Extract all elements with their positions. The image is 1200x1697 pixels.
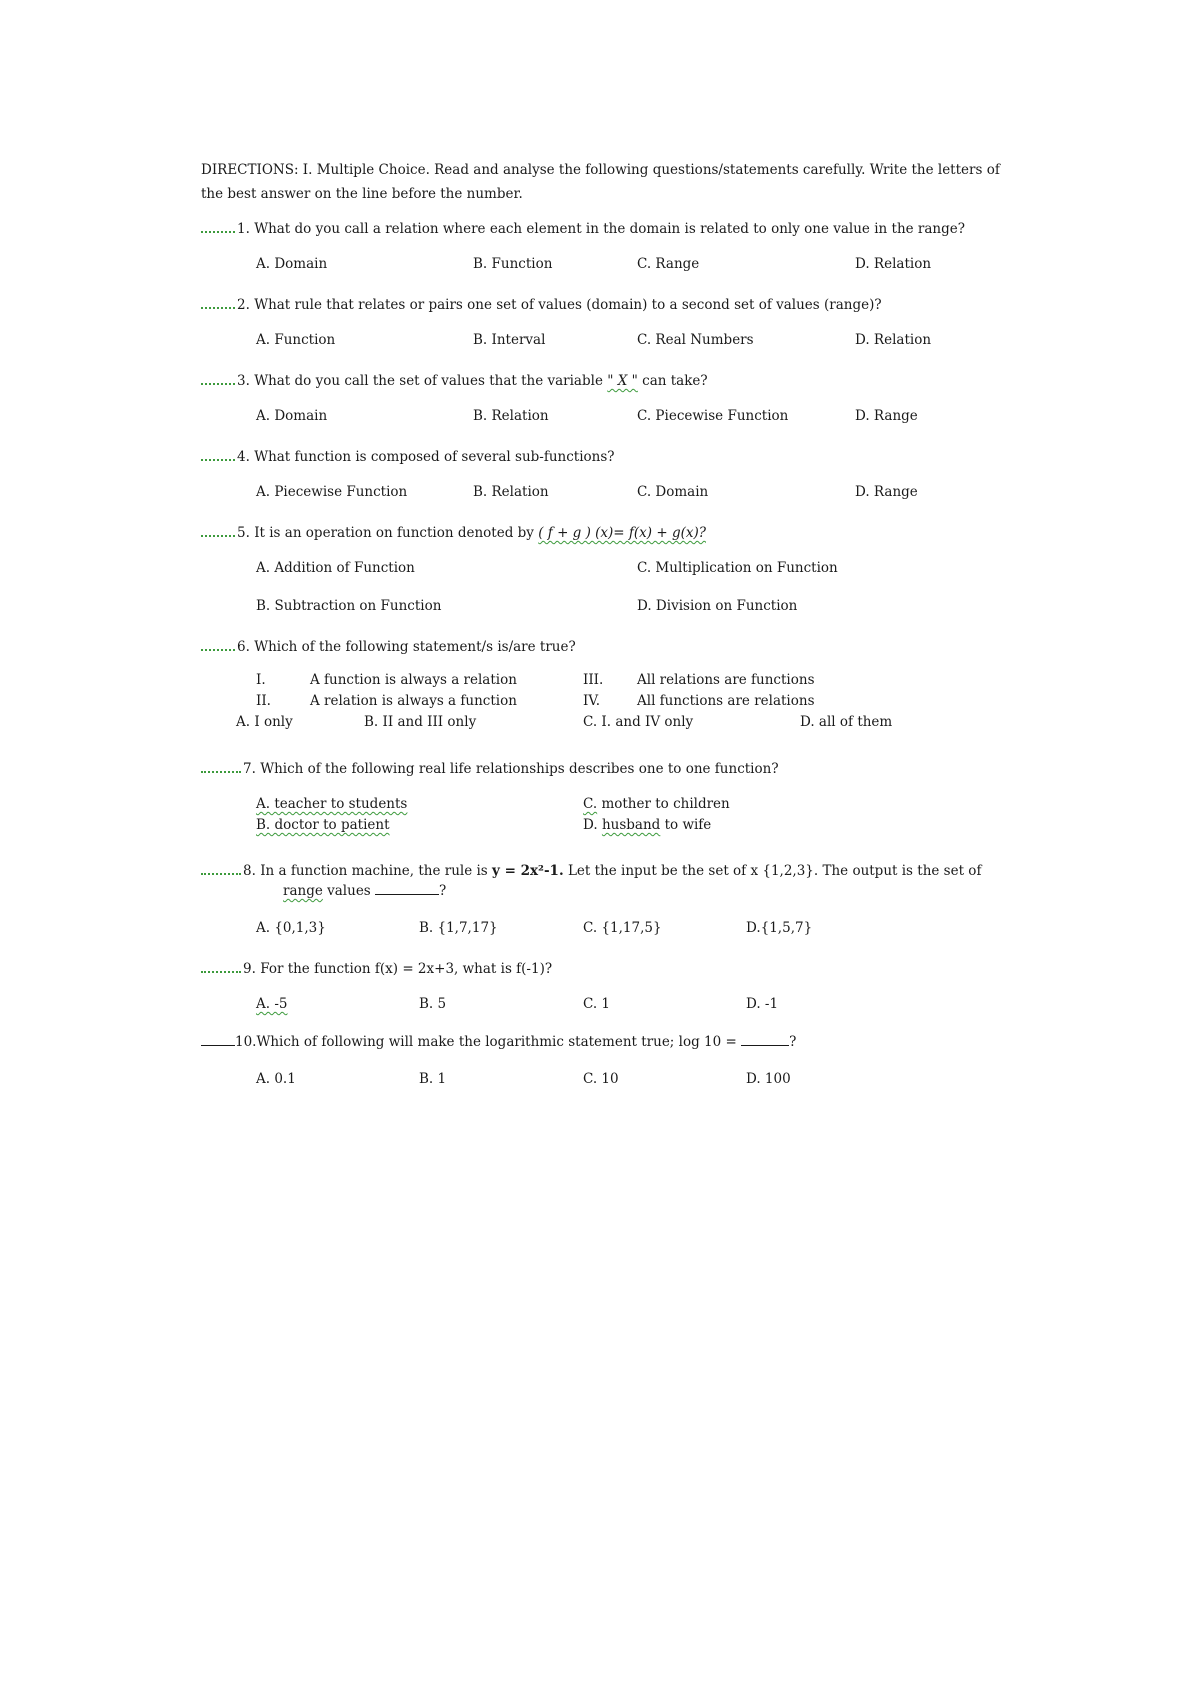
question-text: Which of the following real life relationships describes one to one function?	[260, 761, 779, 777]
question-number: 6.	[237, 639, 250, 655]
option-c: C. {1,17,5}	[583, 920, 662, 936]
option-b: B. Relation	[473, 484, 549, 500]
option-d: D.{1,5,7}	[746, 920, 813, 936]
question-number: 7.	[243, 761, 256, 777]
question-text: Which of the following statement/s is/are true?	[254, 639, 576, 655]
option-a: A. 0.1	[256, 1071, 296, 1087]
option-b: B. Relation	[473, 408, 549, 424]
option-d: D. Relation	[855, 256, 932, 272]
question-2	[201, 294, 882, 313]
answer-blank[interactable]	[201, 636, 235, 651]
statement-3: All relations are functions	[637, 672, 815, 688]
option-d: D. all of them	[800, 714, 893, 730]
answer-blank[interactable]	[201, 446, 235, 461]
option-c-text: mother to children	[601, 796, 730, 812]
question-number: 5.	[237, 525, 250, 541]
option-c	[583, 796, 730, 812]
option-a-text: A. -5	[256, 996, 288, 1012]
option-a: A. Piecewise Function	[256, 484, 408, 500]
answer-blank[interactable]	[201, 958, 241, 973]
range-word: range	[283, 883, 323, 899]
option-c-letter: C.	[583, 796, 598, 812]
question-text: In a function machine, the rule is	[260, 863, 488, 879]
option-b: B. {1,7,17}	[419, 920, 498, 936]
option-b: B. 1	[419, 1071, 447, 1087]
question-text: What function is composed of several sub-functions?	[254, 449, 615, 465]
option-d-text: to wife	[664, 817, 712, 833]
option-c: C. Domain	[637, 484, 709, 500]
option-d	[583, 817, 711, 833]
option-c: C. 1	[583, 996, 611, 1012]
question-4	[201, 446, 615, 465]
option-b	[256, 817, 586, 833]
question-text: What do you call a relation where each element in the domain is related to only one value in the range?	[254, 221, 965, 237]
option-c: C. Range	[637, 256, 700, 272]
option-b-text: B. doctor to patient	[256, 817, 390, 833]
question-text: What rule that relates or pairs one set of values (domain) to a second set of values (range)?	[254, 297, 882, 313]
question-number: 9.	[243, 961, 256, 977]
question-3	[201, 370, 708, 389]
directions-line-2: the best answer on the line before the number.	[201, 186, 523, 202]
formula: ( f + g ) (x)= f(x) + g(x)?	[538, 525, 706, 541]
statement-4: All functions are relations	[637, 693, 815, 709]
option-d: D. -1	[746, 996, 779, 1012]
question-text: Which of following will make the logarithmic statement true; log 10 =	[256, 1034, 737, 1050]
statement-4-number: IV.	[583, 693, 601, 709]
option-d-letter: D.	[583, 817, 598, 833]
question-text-end: Let the input be the set of x {1,2,3}. The output is the set of	[567, 863, 982, 879]
question-10	[201, 1033, 796, 1050]
statement-3-number: III.	[583, 672, 604, 688]
option-a: A. Domain	[256, 256, 328, 272]
option-c: C. Real Numbers	[637, 332, 754, 348]
statement-2-number: II.	[256, 693, 271, 709]
option-d: D. 100	[746, 1071, 791, 1087]
answer-blank[interactable]	[201, 758, 241, 773]
option-d: D. Relation	[855, 332, 932, 348]
values-word: values	[327, 883, 371, 899]
question-text-end: can take?	[642, 373, 708, 389]
answer-blank[interactable]	[201, 294, 235, 309]
question-6	[201, 636, 576, 655]
fill-in-blank[interactable]	[741, 1033, 789, 1046]
option-b: B. Subtraction on Function	[256, 598, 442, 614]
question-5	[201, 522, 706, 541]
answer-blank[interactable]	[201, 218, 235, 233]
question-number: 10.	[235, 1034, 257, 1050]
option-c: C. 10	[583, 1071, 619, 1087]
fill-in-blank[interactable]	[375, 882, 439, 895]
question-number: 2.	[237, 297, 250, 313]
option-d: D. Range	[855, 408, 918, 424]
question-mark: ?	[789, 1034, 797, 1050]
option-a	[256, 996, 287, 1012]
question-number: 4.	[237, 449, 250, 465]
function-rule: y = 2x²-1.	[492, 863, 564, 879]
question-mark: ?	[439, 883, 447, 899]
statement-2: A relation is always a function	[310, 693, 517, 709]
question-text: For the function f(x) = 2x+3, what is f(-1)?	[260, 961, 553, 977]
answer-blank[interactable]	[201, 860, 241, 875]
option-a	[256, 796, 586, 812]
question-9	[201, 958, 552, 977]
option-a: A. Domain	[256, 408, 328, 424]
option-b: B. Function	[473, 256, 553, 272]
question-8-line-2	[283, 882, 446, 899]
option-a-text: A. teacher to students	[256, 796, 408, 812]
statement-1-number: I.	[256, 672, 266, 688]
option-a: A. Addition of Function	[256, 560, 415, 576]
answer-blank[interactable]	[201, 370, 235, 385]
question-7	[201, 758, 779, 777]
question-1	[201, 218, 965, 237]
option-c: C. Multiplication on Function	[637, 560, 838, 576]
option-d: D. Division on Function	[637, 598, 798, 614]
directions-line-1: DIRECTIONS: I. Multiple Choice. Read and analyse the following questions/statements carefully. Write the letters of	[201, 162, 1000, 178]
question-text: It is an operation on function denoted by	[254, 525, 534, 541]
option-b: B. II and III only	[364, 714, 477, 730]
option-a: A. I only	[236, 714, 293, 730]
statement-1: A function is always a relation	[310, 672, 517, 688]
option-a: A. {0,1,3}	[256, 920, 326, 936]
option-c: C. I. and IV only	[583, 714, 694, 730]
question-8	[201, 860, 981, 879]
option-a: A. Function	[256, 332, 336, 348]
question-number: 3.	[237, 373, 250, 389]
variable-x: " X "	[607, 373, 638, 389]
option-d-word: husband	[601, 817, 661, 833]
answer-blank[interactable]	[201, 522, 235, 537]
option-c: C. Piecewise Function	[637, 408, 789, 424]
question-number: 1.	[237, 221, 250, 237]
option-b: B. Interval	[473, 332, 546, 348]
option-b: B. 5	[419, 996, 447, 1012]
question-text: What do you call the set of values that the variable	[254, 373, 603, 389]
question-number: 8.	[243, 863, 256, 879]
option-d: D. Range	[855, 484, 918, 500]
answer-blank[interactable]	[201, 1033, 235, 1046]
